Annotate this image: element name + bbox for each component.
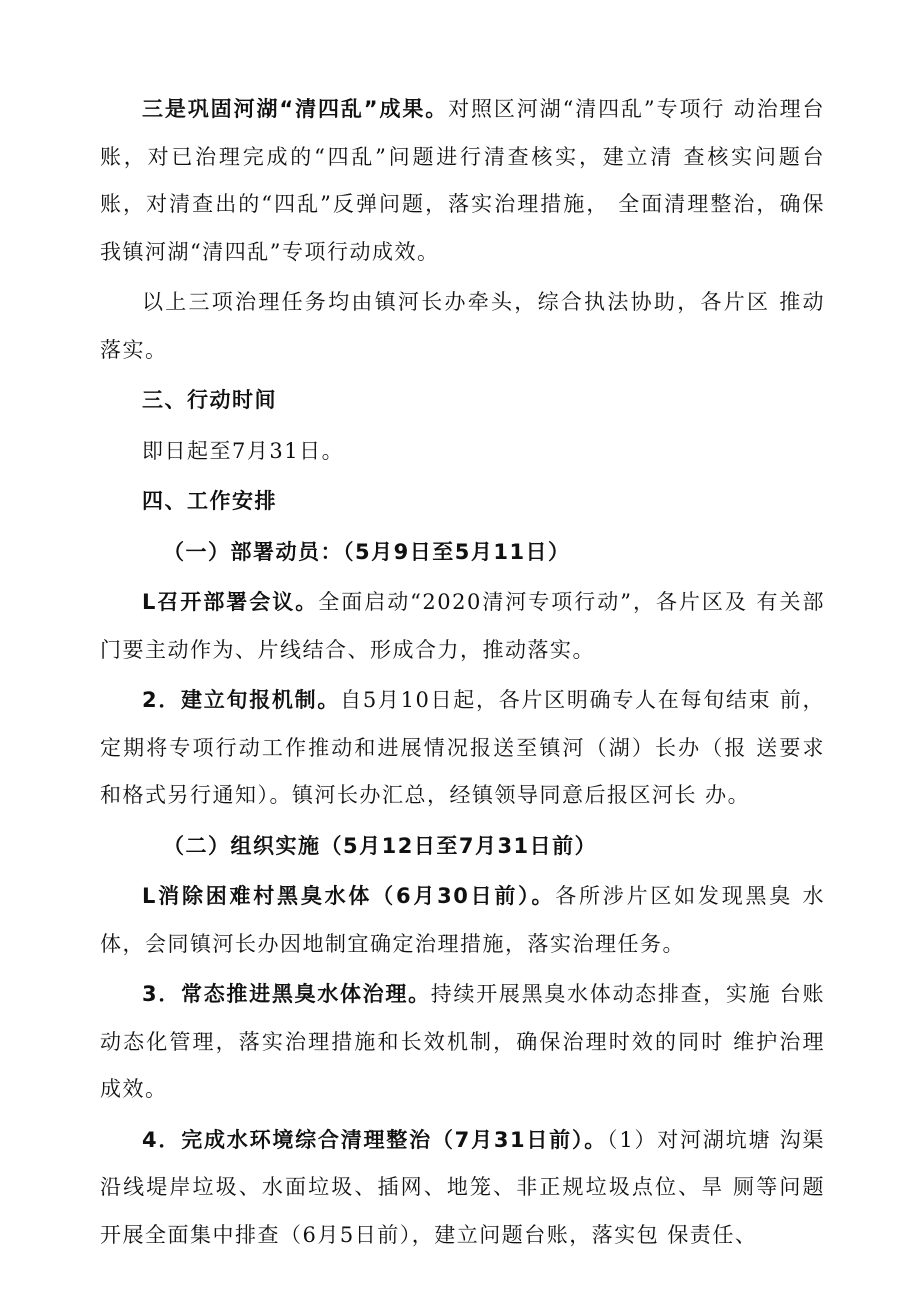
item-deployment-meeting — [100, 579, 825, 674]
paragraph-text: 以上三项治理任务均由镇河长办牵头，综合执法协助，各片区 推动落实。 — [100, 290, 825, 362]
section-heading-action-time: 三、行动时间 — [142, 388, 277, 412]
item-text: （1）对河湖坑塘 沟渠沿线堤岸垃圾、水面垃圾、插网、地笼、非正规垃圾点位、旱 厕等问题开展全面集中排查（6月5日前），建立问题台账，落实包 保责任、 — [100, 1127, 825, 1247]
item-text: 各所涉片区如发现黑臭 水体，会同镇河长办因地制宜确定治理措施，落实治理任务。 — [100, 884, 825, 956]
subheading-deployment: （一）部署动员：（5月9日至5月11日） — [163, 539, 571, 564]
paragraph-lead: 三是巩固河湖“清四乱”成果。 — [142, 97, 449, 121]
paragraph-qingsiluan — [100, 86, 825, 276]
subheading-implementation: （二）组织实施（5月12日至7月31日前） — [163, 833, 598, 858]
item-lead: 3．常态推进黑臭水体治理。 — [142, 982, 431, 1006]
item-text: 自5月10日起，各片区明确专人在每旬结束 前，定期将专项行动工作推动和进展情况报送至镇河（湖）长办（报 送要求和格式另行通知）。镇河长办汇总，经镇领导同意后报区河长 办。 — [100, 688, 825, 807]
item-water-environment-cleanup — [100, 1117, 825, 1260]
item-lead: 4．完成水环境综合清理整治（7月31日前）。 — [142, 1127, 608, 1152]
item-report-mechanism — [100, 677, 825, 820]
item-lead: L消除困难村黑臭水体（6月30日前）。 — [142, 884, 556, 908]
item-text: 持续开展黑臭水体动态排查，实施 台账动态化管理，落实治理措施和长效机制，确保治理时效的同时 维护治理成效。 — [100, 982, 825, 1101]
item-black-odorous-village — [100, 873, 825, 968]
document-page — [100, 86, 825, 1262]
item-lead: L召开部署会议。 — [142, 590, 319, 614]
paragraph-action-time: 即日起至7月31日。 — [142, 438, 345, 463]
item-text: 全面启动“2020清河专项行动”，各片区及 有关部门要主动作为、片线结合、形成合力，推动落实。 — [100, 590, 825, 662]
item-lead: 2．建立旬报机制。 — [142, 688, 341, 712]
paragraph-summary — [100, 279, 825, 374]
item-black-odorous-routine — [100, 971, 825, 1114]
paragraph-text: 对照区河湖“清四乱”专项行 动治理台账，对已治理完成的“四乱”问题进行清查核实，建立清 查核实问题台账，对清查出的“四乱”反弹问题，落实治理措施， 全面清理整治，确保我镇河湖“清四乱”专项行动成效。 — [100, 97, 825, 264]
section-heading-work-arrangement: 四、工作安排 — [142, 489, 277, 513]
